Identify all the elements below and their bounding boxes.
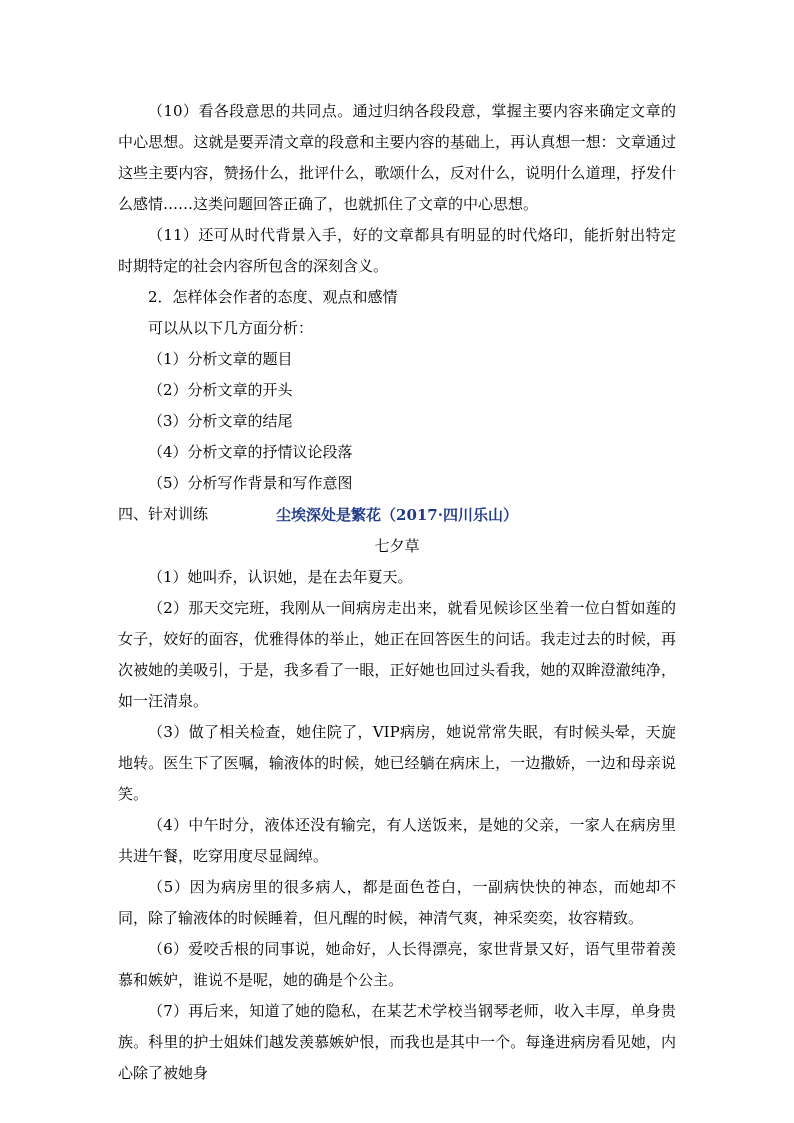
story-paragraph: （2）那天交完班，我刚从一间病房走出来，就看见候诊区坐着一位白皙如莲的女子，姣好的面容，优雅得体的举止，她正在回答医生的问话。我走过去的时候，再次被她的美吸引，于是，我多看了一眼，正好她也回过头看我，她的双眸澄澈纯净，如一汪清泉。 <box>118 599 676 710</box>
story-section <box>118 500 676 1089</box>
subheading-author-attitude: 2．怎样体会作者的态度、观点和感情 <box>148 288 398 306</box>
story-author: 七夕草 <box>374 537 420 555</box>
section-heading: 四、针对训练 <box>118 505 209 523</box>
list-item: （2）分析文章的开头 <box>148 381 293 399</box>
paragraph-point-10: （10）看各段意思的共同点。通过归纳各段段意，掌握主要内容来确定文章的中心思想。这就是要弄清文章的段意和主要内容的基础上，再认真想一想：文章通过这些主要内容，赞扬什么，批评什么，歌颂什么，反对什么，说明什么道理，抒发什么感情……这类问题回答正确了，也就抓住了文章的中心思想。 <box>118 102 676 213</box>
story-paragraph: （7）再后来，知道了她的隐私，在某艺术学校当钢琴老师，收入丰厚，单身贵族。科里的护士姐妹们越发羡慕嫉妒恨，而我也是其中一个。每逢进病房看见她，内心除了被她身 <box>118 1002 676 1082</box>
story-paragraph: （5）因为病房里的很多病人，都是面色苍白，一副病快快的神态，而她却不同，除了输液体的时候睡着，但凡醒的时候，神清气爽，神采奕奕，妆容精致。 <box>118 878 676 927</box>
story-paragraph: （3）做了相关检查，她住院了，VIP病房，她说常常失眠，有时候头晕，天旋地转。医生下了医嘱，输液体的时候，她已经躺在病床上，一边撒娇，一边和母亲说笑。 <box>118 723 676 803</box>
paragraph-point-11: （11）还可从时代背景入手，好的文章都具有明显的时代烙印，能折射出特定时期特定的社会内容所包含的深刻含义。 <box>118 226 676 275</box>
list-item: （3）分析文章的结尾 <box>148 412 293 430</box>
story-title: 尘埃深处是繁花（2017·四川乐山） <box>276 506 518 524</box>
story-paragraph: （6）爱咬舌根的同事说，她命好，人长得漂亮，家世背景又好，语气里带着羡慕和嫉妒，谁说不是呢，她的确是个公主。 <box>118 940 676 989</box>
list-item: （1）分析文章的题目 <box>148 350 293 368</box>
story-paragraph: （4）中午时分，液体还没有输完，有人送饭来，是她的父亲，一家人在病房里共进午餐，吃穿用度尽显阔绰。 <box>118 816 676 865</box>
list-item: （4）分析文章的抒情议论段落 <box>148 443 353 461</box>
top-section <box>118 96 676 530</box>
story-paragraph: （1）她叫乔，认识她，是在去年夏天。 <box>148 568 413 586</box>
list-item: （5）分析写作背景和写作意图 <box>148 474 353 492</box>
paragraph-intro: 可以从以下几方面分析： <box>148 319 314 337</box>
